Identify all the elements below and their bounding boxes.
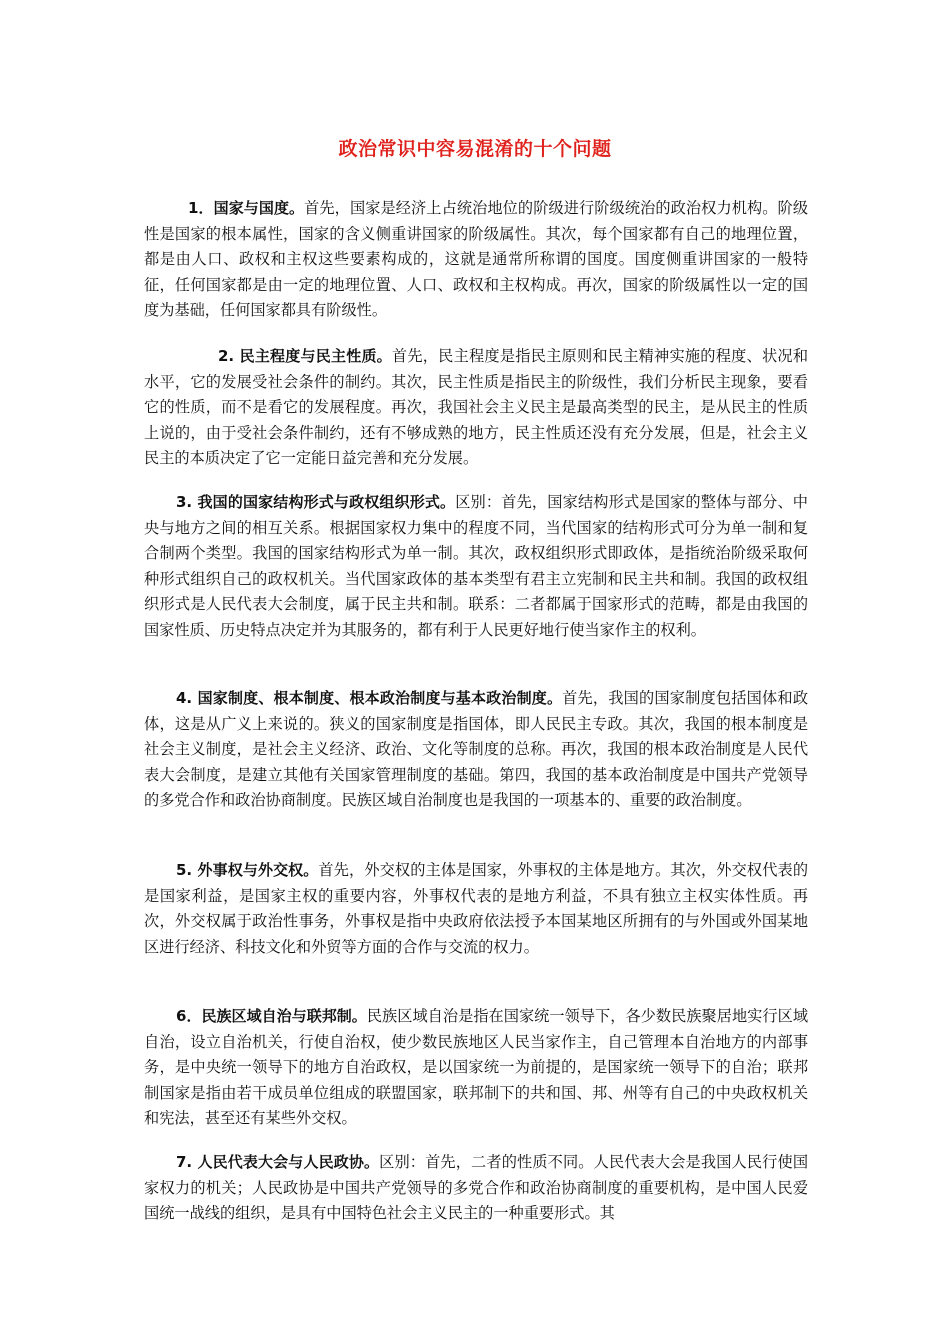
paragraph-body: 首先，外交权的主体是国家，外事权的主体是地方。其次，外交权代表的是国家利益，是国家主权的重要内容，外事权代表的是地方利益，不具有独立主权实体性质。再次，外交权属于政治性事务，外事权是指中央政府依法授予本国某地区所拥有的与外国或外国某地区进行经济、科技文化和外贸等方面的合作与交流的权力。 <box>144 861 809 956</box>
paragraph-3 <box>144 490 808 644</box>
document-title: 政治常识中容易混淆的十个问题 <box>338 137 612 160</box>
paragraph-heading: 国家制度、根本制度、根本政治制度与基本政治制度。 <box>197 689 563 707</box>
paragraph-2 <box>144 344 808 472</box>
paragraph-1 <box>144 196 808 324</box>
paragraph-heading: 外事权与外交权。 <box>197 861 319 879</box>
paragraph-number: 2. <box>218 347 240 365</box>
paragraph-number: 4. <box>176 689 198 707</box>
paragraph-number: 5. <box>176 861 198 879</box>
paragraph-6 <box>144 1004 808 1132</box>
paragraph-heading: 民主程度与民主性质。 <box>239 347 392 365</box>
paragraph-7 <box>144 1150 808 1227</box>
paragraph-body: 首先，国家是经济上占统治地位的阶级进行阶级统治的政治权力机构。阶级性是国家的根本属性，国家的含义侧重讲国家的阶级属性。其次，每个国家都有自己的地理位置，都是由人口、政权和主权这些要素构成的，这就是通常所称谓的国度。国度侧重讲国家的一般特征，任何国家都是由一定的地理位置、人口、政权和主权构成。再次，国家的阶级属性以一定的国度为基础，任何国家都具有阶级性。 <box>144 199 808 320</box>
paragraph-heading: 人民代表大会与人民政协。 <box>197 1153 380 1171</box>
paragraph-heading: 民族区域自治与联邦制。 <box>201 1007 367 1025</box>
paragraph-body: 区别：首先，国家结构形式是国家的整体与部分、中央与地方之间的相互关系。根据国家权力集中的程度不同，当代国家的结构形式可分为单一制和复合制两个类型。我国的国家结构形式为单一制。其次，政权组织形式即政体，是指统治阶级采取何种形式组织自己的政权机关。当代国家政体的基本类型有君主立宪制和民主共和制。我国的政权组织形式是人民代表大会制度，属于民主共和制。联系：二者都属于国家形式的范畴，都是由我国的国家性质、历史特点决定并为其服务的，都有利于人民更好地行使当家作主的权利。 <box>144 493 808 639</box>
paragraph-body: 区别：首先，二者的性质不同。人民代表大会是我国人民行使国家权力的机关；人民政协是中国共产党领导的多党合作和政治协商制度的重要机构，是中国人民爱国统一战线的组织，是具有中国特色社会主义民主的一种重要形式。其 <box>144 1153 809 1223</box>
paragraph-body: 民族区域自治是指在国家统一领导下，各少数民族聚居地实行区域自治，设立自治机关，行使自治权，使少数民族地区人民当家作主，自己管理本自治地方的内部事务，是中央统一领导下的地方自治政权，是以国家统一为前提的，是国家统一领导下的自治；联邦制国家是指由若干成员单位组成的联盟国家，联邦制下的共和国、邦、州等有自己的中央政权机关和宪法，甚至还有某些外交权。 <box>144 1007 809 1128</box>
paragraph-heading: 我国的国家结构形式与政权组织形式。 <box>197 493 456 511</box>
paragraph-number: 1． <box>188 199 214 217</box>
paragraph-heading: 国家与国度。 <box>213 199 305 217</box>
paragraph-number: 7. <box>176 1153 198 1171</box>
paragraph-4 <box>144 686 808 814</box>
paragraph-5 <box>144 858 808 960</box>
paragraph-number: 6． <box>176 1007 202 1025</box>
paragraph-body: 首先，民主程度是指民主原则和民主精神实施的程度、状况和水平，它的发展受社会条件的制约。其次，民主性质是指民主的阶级性，我们分析民主现象，要看它的性质，而不是看它的发展程度。再次，我国社会主义民主是最高类型的民主，是从民主的性质上说的，由于受社会条件制约，还有不够成熟的地方，民主性质还没有充分发展，但是，社会主义民主的本质决定了它一定能日益完善和充分发展。 <box>144 347 809 468</box>
paragraph-body: 首先，我国的国家制度包括国体和政体，这是从广义上来说的。狭义的国家制度是指国体，即人民民主专政。其次，我国的根本制度是社会主义制度，是社会主义经济、政治、文化等制度的总称。再次，我国的根本政治制度是人民代表大会制度，是建立其他有关国家管理制度的基础。第四，我国的基本政治制度是中国共产党领导的多党合作和政治协商制度。民族区域自治制度也是我国的一项基本的、重要的政治制度。 <box>144 689 809 810</box>
paragraph-number: 3. <box>176 493 198 511</box>
